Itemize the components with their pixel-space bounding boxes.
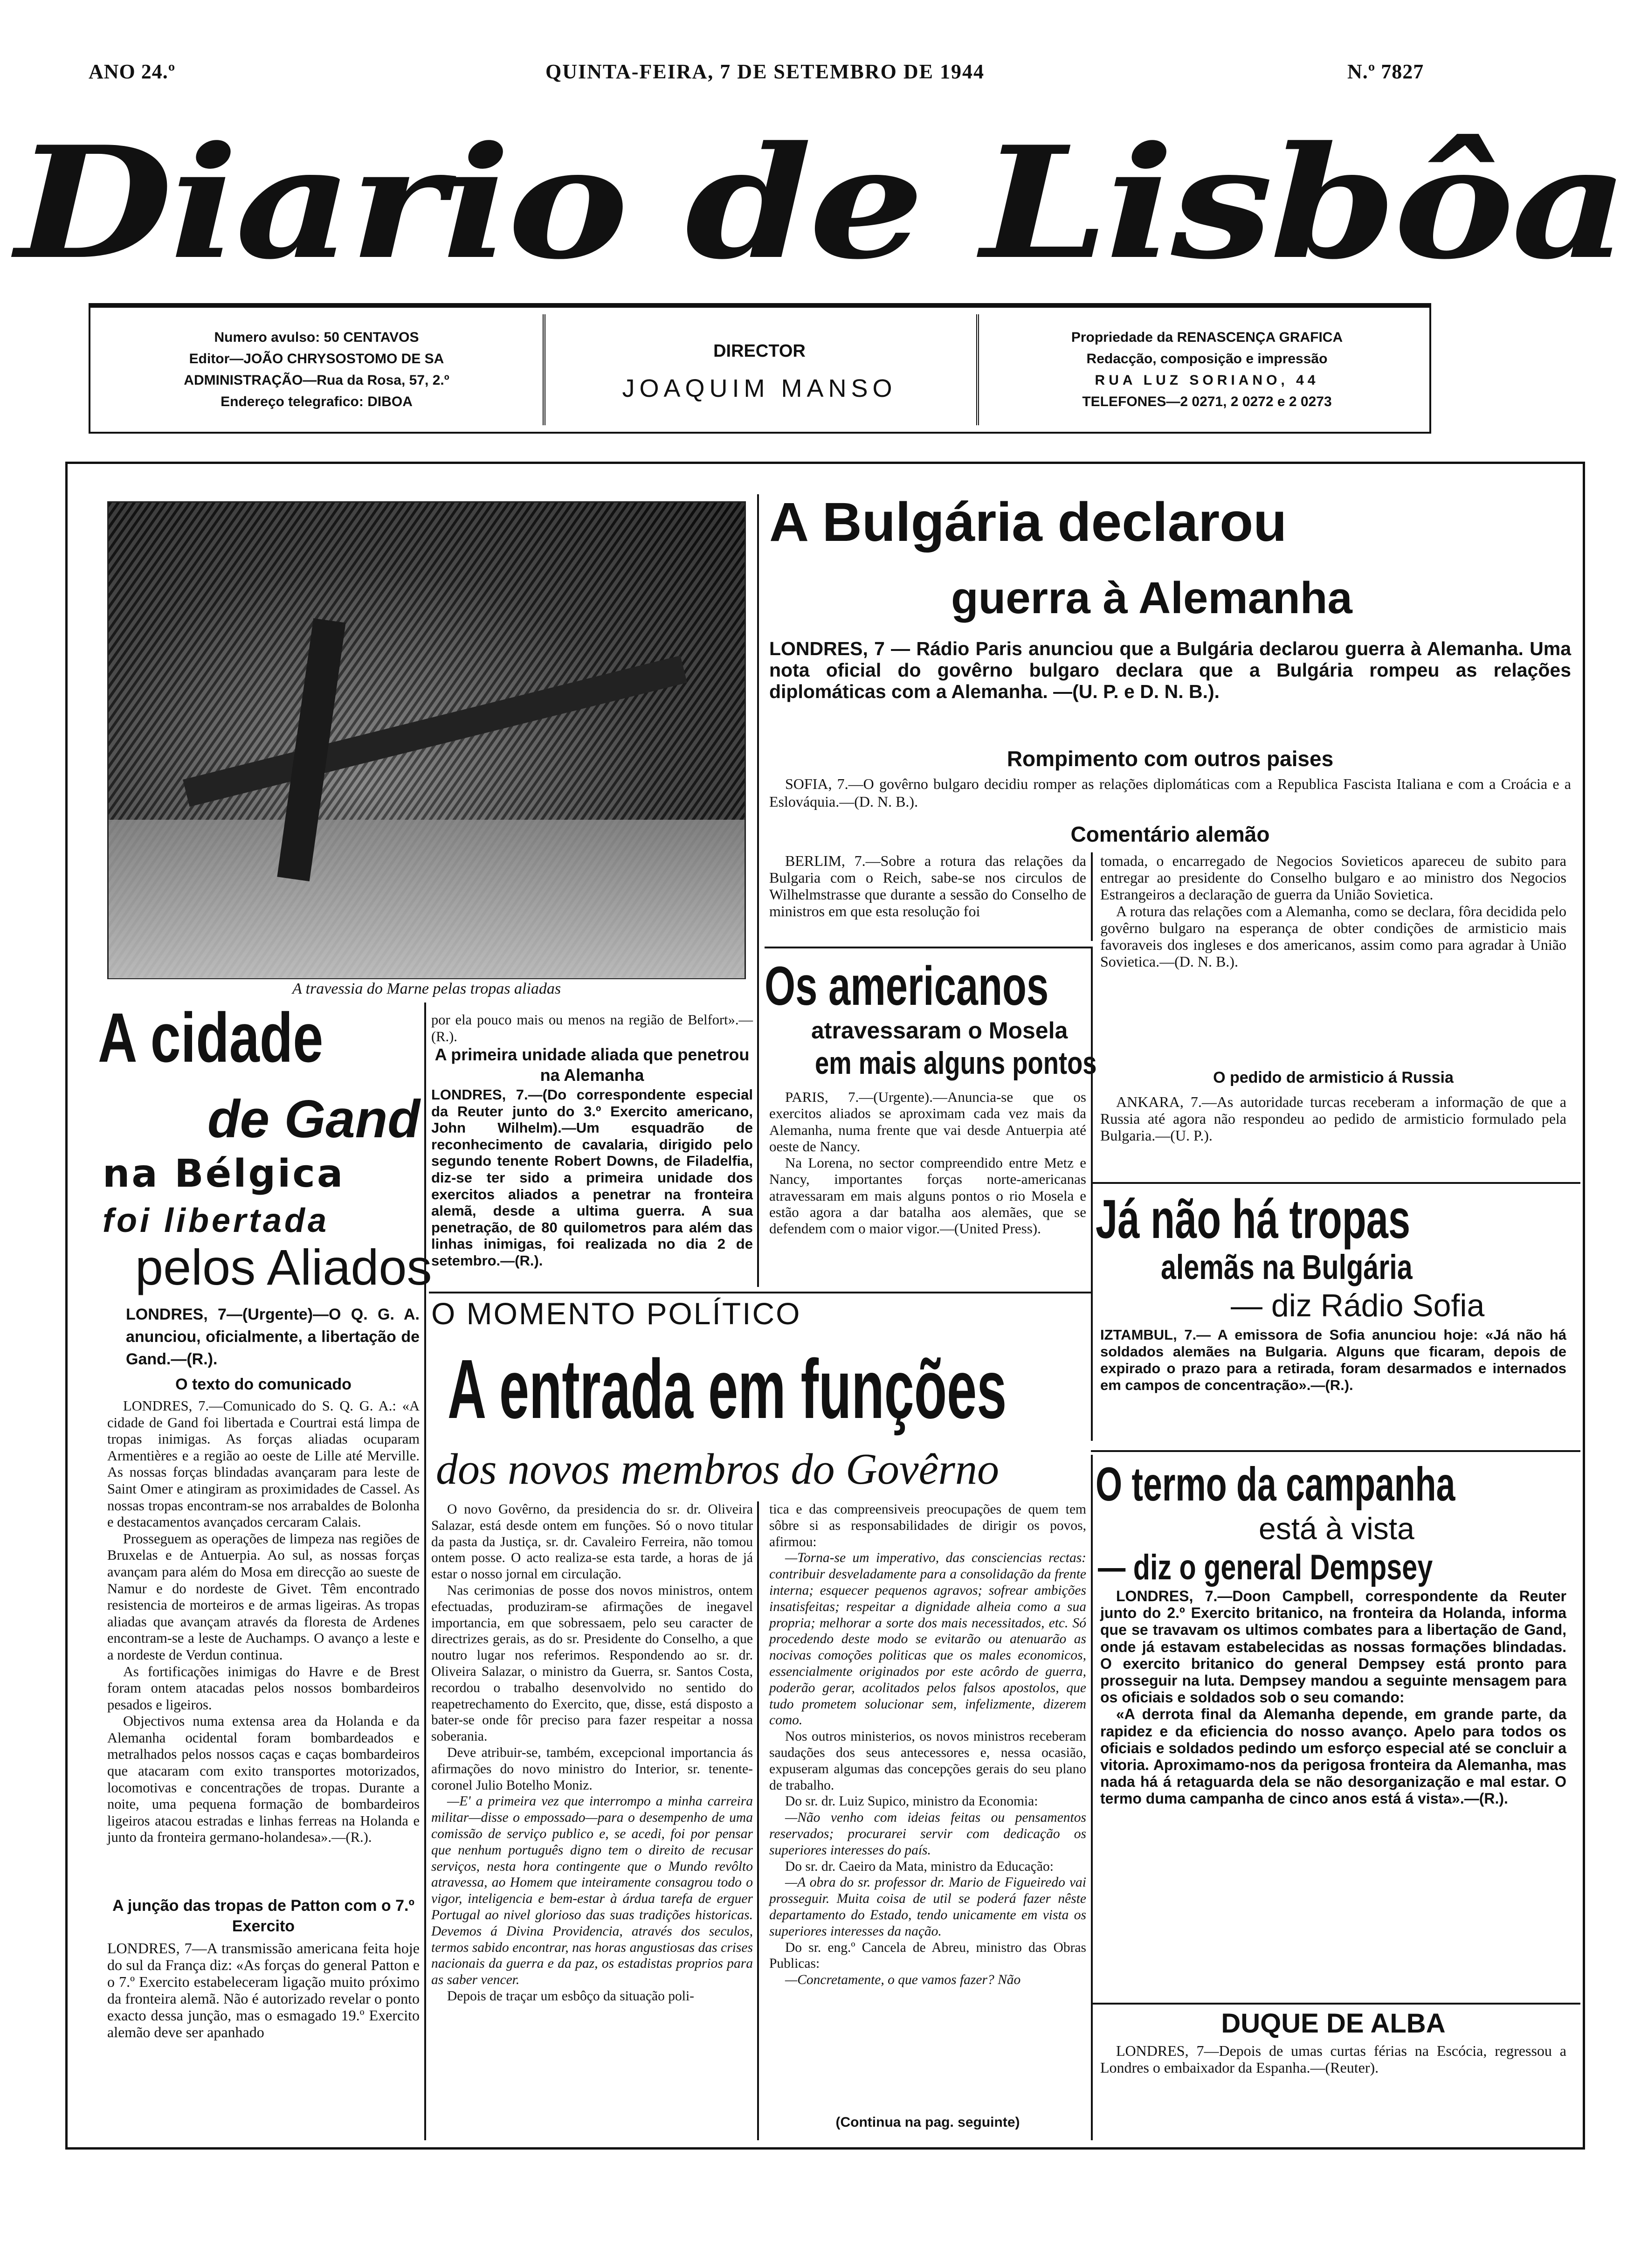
paragraph: PARIS, 7.—(Urgente).—Anuncia-se que os exercitos aliados se aproximam cada vez mais da Alemanha, numa frente que vai desde Antuerpia até oeste de Nancy. [769, 1089, 1086, 1155]
momento-subheadline: dos novos membros do Govêrno [436, 1445, 999, 1494]
tropas-headline-1: Já não há tropas [1096, 1189, 1411, 1250]
column-rule [1091, 947, 1093, 1441]
gand-headline-3: na Bélgica [103, 1152, 345, 1196]
tropas-headline-2: alemãs na Bulgária [1161, 1248, 1413, 1286]
telegraph-line: Endereço telegrafico: DIBOA [221, 394, 413, 409]
director-name: JOAQUIM MANSO [622, 374, 897, 402]
gand-headline-1: A cidade [98, 998, 324, 1077]
penetrou-body: LONDRES, 7.—(Do correspondente especial da Reuter junto do 3.º Exercito americano, John Wilhelm).—Um esquadrão de reconhecimento de cavalaria, dirigido pelo segundo tenente Robert Downs, de Filadelfia, diz-se ter sido a primeira unidade dos exercitos aliados a penetrar na fronteira alemã, desde a ultima guerra. A sua penetração, de 80 quilometros para além das linhas inimigas, foi realizada no dia 2 de setembro.—(R.). [431, 1086, 753, 1269]
gand-article-body [107, 1398, 420, 1846]
bulgaria-continuation-body [1100, 852, 1566, 970]
bulgaria-subhead-comentario: Comentário alemão [1070, 822, 1270, 846]
alba-headline: DUQUE DE ALBA [1221, 2008, 1446, 2039]
paragraph: Do sr. dr. Luiz Supico, ministro da Economia: [785, 1794, 1038, 1809]
paragraph: —E' a primeira vez que interrompo a minha carreira militar—disse o empossado—para o desempenho de uma comissão de serviço publico e, se acedi, foi por pensar que nenhum português digno tem o direito de recusar serviços, nesta hora contingente que o Mundo revôlto atravessa, ao Homem que inteiramente consagrou todo o vigor, inteligencia e bem-estar à árdua tarefa de erguer Portugal ao nivel glorioso das suas tradições historicas. Devemos á Divina Providencia, através dos seculos, termos sabido encontrar, nas horas angustiosas das crises nacionais da guerra e da paz, os estadistas proprios para as saber vencer. [431, 1794, 753, 1988]
property-line: Propriedade da RENASCENÇA GRAFICA [1071, 330, 1343, 345]
section-rule [1091, 1450, 1580, 1452]
paragraph: Do sr. eng.º Cancela de Abreu, ministro das Obras Publicas: [769, 1940, 1086, 1971]
editor-line: Editor—JOÃO CHRYSOSTOMO DE SA [189, 351, 444, 366]
americanos-headline-3: em mais alguns pontos [815, 1045, 1097, 1081]
bulgaria-sofia-body [769, 775, 1571, 810]
tropas-body: IZTAMBUL, 7.— A emissora de Sofia anunciou hoje: «Já não há soldados alemães na Bulgaria. Alguns que ficaram, depois de expirado o prazo para a retirada, foram desarmados e internados em campos de concentração».—(R.). [1100, 1327, 1566, 1393]
gand-patton-body: LONDRES, 7—A transmissão americana feita hoje do sul da França diz: «As forças do general Patton e o 7.º Exercito estabeleceram ligação muito próximo da fronteira alemã. Não é autorizado revelar o ponto exacto dessa junção, mas o esmagado 19.º Exercito alemão deve ser apanhado [107, 1940, 420, 2040]
bulgaria-headline-2: guerra à Alemanha [951, 573, 1352, 623]
issue-date: QUINTA-FEIRA, 7 DE SETEMBRO DE 1944 [545, 60, 985, 83]
paragraph: SOFIA, 7.—O govêrno bulgaro decidiu romper as relações diplomáticas com a Republica Fascista Italiana e com a Croácia e a Eslováquia.—(D. N. B.). [769, 775, 1571, 810]
column-rule [757, 1501, 759, 2140]
paragraph: A rotura das relações com a Alemanha, como se declara, fôra decidida pelo govêrno bulgaro na esperança de obter condições de armisticio mais favoraveis dos ingleses e dos americanos, assim como para agradar à União Sovietica.—(D. N. B.). [1100, 903, 1566, 970]
paragraph: LONDRES, 7.—Doon Campbell, correspondente da Reuter junto do 2.º Exercito britanico, na fronteira da Holanda, informa que se travavam os ultimos combates para a libertação de Gand, onde já estavam estabelecidas as nossas formações blindadas. O exercito britanico do general Dempsey está pronto para prosseguir na luta. Dempsey mandou a seguinte mensagem para os oficiais e soldados sob o seu comando: [1100, 1588, 1566, 1706]
gand-headline-5: pelos Aliados [135, 1239, 432, 1295]
section-rule [765, 947, 1091, 948]
gand-headline-4: foi libertada [103, 1202, 330, 1239]
paragraph: Deve atribuir-se, também, excepcional importancia ás afirmações do novo ministro do Interior, sr. tenente-coronel Julio Botelho Moniz. [431, 1745, 753, 1793]
paragraph: —Torna-se um imperativo, das consciencias rectas: contribuir desveladamente para a consolidação da frente interna; esquecer pequenos agravos; sofrear ambições insatisfeitas; respeitar a dignidade alheia como a sua propria; melhorar a sorte dos mais necessitados, etc. Só procedendo deste modo se evitarão ou atenuarão as nocivas comoções politicas que os males economicos, essencialmente originados por este acôrdo de guerra, poderão gerar, acolitados pelos falsos apostolos, que tudo prometem solucionar sem, infelizmente, dizerem como. [769, 1550, 1086, 1728]
momento-column-2 [769, 1501, 1086, 1988]
bulgaria-ankara-body [1100, 1093, 1566, 1144]
americanos-headline-1: Os americanos [765, 955, 1049, 1017]
continued-note: (Continua na pag. seguinte) [835, 2115, 1020, 2130]
paragraph: Objectivos numa extensa area da Holanda e da Alemanha ocidental foram bombardeados e metralhados pelos nossos caças e caças bombardeiros que atacaram com exito transportes motorizados, locomotivas e concentrações de tropas. Durante a noite, uma pequena formação de bombardeiros ligeiros atacou estradas e linhas ferreas na Holanda e junto da fronteira germano-holandesa».—(R.). [107, 1713, 420, 1846]
price-line: Numero avulso: 50 CENTAVOS [214, 330, 419, 345]
paragraph: Nos outros ministerios, os novos ministros receberam saudações dos seus antecessores e, nessa ocasião, expuseram algumas das concepções gerais do seu plano de trabalho. [769, 1729, 1086, 1793]
masthead-title: Diario de Lisbôa [15, 112, 1626, 293]
americanos-body [769, 1089, 1086, 1237]
section-rule [1091, 1182, 1580, 1184]
paragraph: O novo Govêrno, da presidencia do sr. dr. Oliveira Salazar, está desde ontem em funções. Só o novo titular da pasta da Justiça, sr. dr. Cavaleiro Ferreira, não tomou ontem posse. O acto realiza-se esta tarde, a horas de já estar o nosso jornal em circulação. [431, 1502, 753, 1582]
paragraph: ANKARA, 7.—As autoridade turcas receberam a informação de que a Russia até agora não respondeu ao pedido de armisticio formulado pela Bulgaria.—(U. P.). [1100, 1093, 1566, 1144]
campanha-headline-1: O termo da campanha [1096, 1458, 1455, 1511]
gand-headline-2: de Gand [207, 1090, 421, 1149]
momento-column-1 [431, 1501, 753, 2005]
photo-caption: A travessia do Marne pelas tropas aliadas [292, 980, 561, 997]
director-label: DIRECTOR [713, 341, 806, 361]
penetrou-subhead: A primeira unidade aliada que penetrou na Alemanha [434, 1045, 750, 1085]
paragraph: tomada, o encarregado de Negocios Sovieticos apareceu de subito para entregar ao presidente do Conselho bulgaro e ao ministro dos Negocios Estrangeiros a declaração de guerra da União Sovietica. [1100, 852, 1566, 903]
paragraph: —A obra do sr. professor dr. Mario de Figueiredo vai prosseguir. Muita coisa de util se poderá fazer nêste departamento do Estado, tendo unicamente em vista os superiores interesses da nação. [769, 1875, 1086, 1939]
phones-line: TELEFONES—2 0271, 2 0272 e 2 0273 [1082, 394, 1332, 409]
property-info [981, 308, 1433, 432]
paragraph: Do sr. dr. Caeiro da Mata, ministro da Educação: [785, 1859, 1054, 1874]
paragraph: —Não venho com ideias feitas ou pensamentos reservados; procurarei servir com dedicação os superiores interesses do país. [769, 1810, 1086, 1858]
belfort-continuation: por ela pouco mais ou menos na região de Belfort».—(R.). [431, 1012, 753, 1044]
section-rule [429, 1292, 1091, 1293]
paragraph: tica e das compreensiveis preocupações de quem tem sôbre si as responsabilidades de dirigir os povos, afirmou: [769, 1502, 1086, 1549]
info-box [89, 303, 1431, 434]
paragraph: Nas cerimonias de posse dos novos ministros, ontem efectuadas, produziram-se afirmações de inegavel importancia, em que sobressaem, pelo seu caracter de directrizes gerais, as do sr. Presidente do Conselho, a que noutro lugar nos referimos. Respondendo ao sr. dr. Oliveira Salazar, o ministro da Guerra, sr. Santos Costa, recordou o trabalho desenvolvido no sentido do reapetrechamento do Exercito, que, disse, está disposto a bater-se onde fôr preciso para fazer respeitar a nossa soberania. [431, 1583, 753, 1744]
marne-crossing-photo [107, 501, 746, 979]
paragraph: Depois de traçar um esbôço da situação poli- [447, 1988, 694, 2004]
section-rule [1091, 2003, 1580, 2005]
bulgaria-subhead-armisticio: O pedido de armisticio á Russia [1213, 1069, 1454, 1086]
administration-line: ADMINISTRAÇÃO—Rua da Rosa, 57, 2.º [184, 373, 449, 388]
director-info [547, 308, 972, 432]
gand-lead: LONDRES, 7—(Urgente)—O Q. G. A. anunciou, oficialmente, a libertação de Gand.—(R.). [126, 1306, 420, 1368]
paragraph: —Concretamente, o que vamos fazer? Não [785, 1972, 1021, 1988]
bulgaria-lead: LONDRES, 7 — Rádio Paris anunciou que a Bulgária declarou guerra à Alemanha. Uma nota oficial do govêrno bulgaro declara que a Bulgária rompeu as relações diplomáticas com a Alemanha. —(U. P. e D. N. B.). [769, 638, 1571, 702]
campanha-body [1100, 1588, 1566, 1807]
campanha-headline-2: está à vista [1259, 1511, 1414, 1546]
paragraph: Prosseguem as operações de limpeza nas regiões de Bruxelas e de Antuerpia. Ao sul, as nossas forças avançam para além do Mosa em direcção ao sueste de Namur e do nordeste de Givet. Têm encontrado resistencia de morteiros e de armas ligeiras. As tropas aliadas que avançam através da floresta de Ardenes encontram-se a leste de Auchamps. O avanço a leste e a nordeste de Verdun continua. [107, 1530, 420, 1663]
paragraph: LONDRES, 7.—Comunicado do S. Q. G. A.: «A cidade de Gand foi libertada e Courtrai está limpa de tropas inimigas. As forças aliadas ocuparam Armentières e a região ao oeste de Lille até Merville. As nossas forças blindadas avançaram para leste de Saint Omer e atingiram as proximidades de Cassel. As nossas tropas encontram-se nos arrabaldes de Bolonha e destacamentos avançados cercaram Calais. [107, 1398, 420, 1530]
momento-kicker: O MOMENTO POLÍTICO [431, 1296, 801, 1331]
issue-number: N.º 7827 [1347, 60, 1424, 83]
year-label: ANO 24.º [89, 60, 176, 83]
column-rule [1091, 852, 1093, 941]
momento-headline: A entrada em funções [448, 1342, 1007, 1436]
column-rule [757, 494, 759, 1287]
column-rule [1091, 1455, 1093, 2140]
paragraph: LONDRES, 7—Depois de umas curtas férias na Escócia, regressou a Londres o embaixador da Espanha.—(Reuter). [1100, 2042, 1566, 2076]
press-line: Redacção, composição e impressão [1086, 351, 1328, 366]
gand-subhead-patton: A junção das tropas de Patton com o 7.º Exercito [112, 1897, 414, 1935]
paragraph: Na Lorena, no sector compreendido entre Metz e Nancy, importantes forças norte-americanas atravessaram em mais alguns pontos o rio Mosela e estão agora a dar batalha aos alemães, que se defendem com o maior vigor.—(United Press). [769, 1155, 1086, 1237]
bulgaria-subhead-rompimento: Rompimento com outros paises [1007, 747, 1334, 771]
bulgaria-berlim-body [769, 852, 1086, 920]
column-rule [424, 1003, 426, 2140]
gand-subhead-comunicado: O texto do comunicado [175, 1376, 352, 1393]
americanos-headline-2: atravessaram o Mosela [811, 1017, 1068, 1044]
alba-body [1100, 2042, 1566, 2076]
address-line: RUA LUZ SORIANO, 44 [1095, 373, 1319, 388]
campanha-headline-3: — diz o general Dempsey [1098, 1548, 1433, 1587]
paragraph: As fortificações inimigas do Havre e de Brest foram ontem atacadas pelos nossos bombardeiros pesados e ligeiros. [107, 1663, 420, 1713]
publisher-info [90, 308, 543, 432]
paragraph: BERLIM, 7.—Sobre a rotura das relações da Bulgaria com o Reich, sabe-se nos circulos de Wilhelmstrasse que durante a sessão do Conselho de ministros em que esta resolução foi [769, 852, 1086, 920]
tropas-headline-3: — diz Rádio Sofia [1231, 1288, 1485, 1323]
bulgaria-headline-1: A Bulgária declarou [769, 491, 1287, 553]
paragraph: «A derrota final da Alemanha depende, em grande parte, da rapidez e da eficiencia do nosso avanço. Apelo para todos os oficiais e soldados pedindo um esforço especial até se concluir a vitoria. Aproximamo-nos da perigosa fronteira da Alemanha, mas nada há á retaguarda dela se não desorganização e mal estar. O termo duma campanha de cinco anos está á vista».—(R.). [1100, 1706, 1566, 1807]
